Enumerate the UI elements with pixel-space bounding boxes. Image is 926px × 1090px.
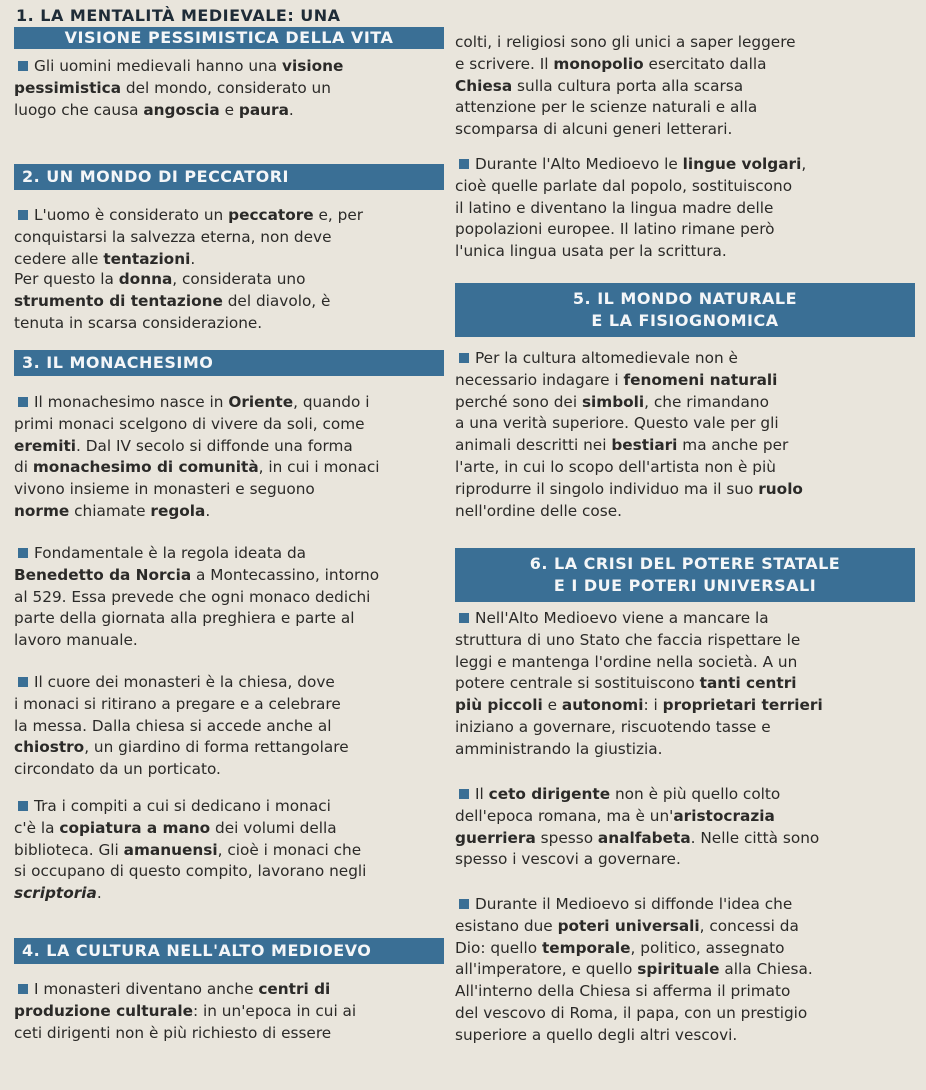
section-2-paragraph-1 xyxy=(14,205,444,270)
text: Per la cultura altomedievale non è xyxy=(475,349,738,367)
text: amministrando la giustizia. xyxy=(455,739,663,758)
text: animali descritti nei xyxy=(455,436,612,455)
section-6-paragraph-2 xyxy=(455,784,915,871)
text: . xyxy=(205,501,211,520)
text: I monasteri diventano anche xyxy=(34,980,259,998)
text: l'unica lingua usata per la scrittura. xyxy=(455,242,727,261)
text-bold: fenomeni naturali xyxy=(623,370,778,389)
text: all'imperatore, e quello xyxy=(455,960,638,979)
section-1-title-line1: 1. LA MENTALITÀ MEDIEVALE: UNA xyxy=(16,6,341,25)
text: popolazioni europee. Il latino rimane però xyxy=(455,220,775,239)
section-5-title-line1: 5. IL MONDO NATURALE xyxy=(572,289,798,308)
text: e, per xyxy=(313,206,364,224)
text-bold: eremiti xyxy=(14,436,77,455)
text: : i xyxy=(643,696,663,715)
text: Il cuore dei monasteri è la chiesa, dove xyxy=(34,673,335,691)
text: esistano due xyxy=(455,916,558,935)
text: conquistarsi la salvezza eterna, non deve xyxy=(14,227,332,246)
text: dell'epoca romana, ma è un' xyxy=(455,806,674,825)
text-bold: tanti centri xyxy=(699,674,797,693)
text: primi monaci scelgono di vivere da soli, come xyxy=(14,414,365,433)
bullet-square-icon xyxy=(18,984,28,994)
text: a una verità superiore. Questo vale per gli xyxy=(455,414,779,433)
section-1-paragraph xyxy=(14,56,444,121)
section-4-paragraph-1 xyxy=(14,979,444,1044)
text: Il monachesimo nasce in xyxy=(34,393,229,411)
text-bold: amanuensi xyxy=(123,840,218,859)
text: esercitato dalla xyxy=(643,54,767,73)
bullet-square-icon xyxy=(18,677,28,687)
text: la messa. Dalla chiesa si accede anche al xyxy=(14,716,332,735)
text: cedere alle xyxy=(14,249,104,268)
text: potere centrale si sostituiscono xyxy=(455,674,700,693)
text: del mondo, considerato un xyxy=(121,78,331,97)
text: L'uomo è considerato un xyxy=(34,206,229,224)
bullet-square-icon xyxy=(459,159,469,169)
section-1-title-band xyxy=(14,27,444,49)
text: necessario indagare i xyxy=(455,370,624,389)
text: : in un'epoca in cui ai xyxy=(192,1001,357,1020)
text-bold: Chiesa xyxy=(455,76,513,95)
text: chiamate xyxy=(69,501,151,520)
text: dei volumi della xyxy=(210,818,337,837)
section-2-title-text: 2. UN MONDO DI PECCATORI xyxy=(22,167,289,186)
text: alla Chiesa. xyxy=(719,960,813,979)
text: , cioè i monaci che xyxy=(217,840,362,859)
text: del vescovo di Roma, il papa, con un prestigio xyxy=(455,1003,808,1022)
section-4-title xyxy=(14,938,444,964)
section-1-title-line2: VISIONE PESSIMISTICA DELLA VITA xyxy=(64,28,394,47)
text-bold: centri di xyxy=(258,980,331,998)
text-bold: angoscia xyxy=(143,100,220,119)
text: perché sono dei xyxy=(455,392,582,411)
text: Tra i compiti a cui si dedicano i monaci xyxy=(34,797,331,815)
text: Gli uomini medievali hanno una xyxy=(34,57,283,75)
text: e scrivere. Il xyxy=(455,54,554,73)
text: Il xyxy=(475,785,489,803)
text: , concessi da xyxy=(699,916,799,935)
text: Per questo la xyxy=(14,270,119,288)
text: tenuta in scarsa considerazione. xyxy=(14,313,263,332)
text: , quando i xyxy=(293,393,370,411)
text-bold: poteri universali xyxy=(557,916,700,935)
bullet-square-icon xyxy=(459,899,469,909)
text: , considerata uno xyxy=(172,270,306,288)
text-bold: simboli xyxy=(581,392,645,411)
section-1-title xyxy=(16,6,341,26)
text-bold-italic: scriptoria xyxy=(14,884,97,903)
text-bold: donna xyxy=(118,270,173,288)
text-bold: analfabeta xyxy=(597,828,691,847)
text: spesso xyxy=(535,828,598,847)
text: Dio: quello xyxy=(455,938,542,957)
section-3-paragraph-3 xyxy=(14,672,444,781)
text: . xyxy=(190,249,196,268)
section-6-paragraph-3 xyxy=(455,894,915,1047)
text: riprodurre il singolo individuo ma il suo xyxy=(455,479,759,498)
text: e xyxy=(219,100,239,119)
text: . Nelle città sono xyxy=(690,828,820,847)
section-3-title-text: 3. IL MONACHESIMO xyxy=(22,353,214,372)
text-bold: produzione culturale xyxy=(14,1001,193,1020)
text: , in cui i monaci xyxy=(258,458,380,477)
text: a Montecassino, intorno xyxy=(191,565,380,584)
text: i monaci si ritirano a pregare e a celebrare xyxy=(14,694,341,713)
section-3-title xyxy=(14,350,444,376)
text-bold: autonomi xyxy=(561,696,644,715)
text-bold: temporale xyxy=(541,938,631,957)
text-bold: tentazioni xyxy=(103,249,191,268)
text-bold: monachesimo di comunità xyxy=(32,458,259,477)
text: struttura di uno Stato che faccia rispettare le xyxy=(455,630,801,649)
section-2-title xyxy=(14,164,444,190)
text-bold: regola xyxy=(150,501,206,520)
text-bold: guerriera xyxy=(455,828,536,847)
text: . xyxy=(96,884,102,903)
text-bold: pessimistica xyxy=(14,78,122,97)
text: , politico, assegnato xyxy=(630,938,785,957)
text: . xyxy=(288,100,294,119)
text: circondato da un porticato. xyxy=(14,760,221,779)
bullet-square-icon xyxy=(18,61,28,71)
text-bold: ceto dirigente xyxy=(488,785,611,803)
text: , xyxy=(801,155,807,173)
section-2-paragraph-2 xyxy=(14,269,444,334)
text-bold: peccatore xyxy=(228,206,314,224)
text: al 529. Essa prevede che ogni monaco dedichi xyxy=(14,587,371,606)
section-3-paragraph-2 xyxy=(14,543,444,652)
text-bold: copiatura a mano xyxy=(59,818,211,837)
text-bold: lingue volgari xyxy=(682,155,802,173)
text-bold: paura xyxy=(238,100,289,119)
text: biblioteca. Gli xyxy=(14,840,124,859)
text-bold: norme xyxy=(14,501,70,520)
text: non è più quello colto xyxy=(610,785,781,803)
text-bold: proprietari terrieri xyxy=(662,696,823,715)
text: colti, i religiosi sono gli unici a saper leggere xyxy=(455,33,796,51)
text: , che rimandano xyxy=(644,392,769,411)
text-bold: Oriente xyxy=(228,393,294,411)
text: di xyxy=(14,458,33,477)
text: scomparsa di alcuni generi letterari. xyxy=(455,120,733,139)
text: sulla cultura porta alla scarsa xyxy=(512,76,744,95)
section-6-title xyxy=(455,548,915,602)
text: ceti dirigenti non è più richiesto di essere xyxy=(14,1023,332,1042)
section-3-paragraph-4 xyxy=(14,796,444,905)
text-bold: bestiari xyxy=(611,436,678,455)
text: del diavolo, è xyxy=(222,291,331,310)
text-bold: più piccoli xyxy=(455,696,543,715)
text: superiore a quello degli altri vescovi. xyxy=(455,1025,738,1044)
text: spesso i vescovi a governare. xyxy=(455,850,681,869)
text: . Dal IV secolo si diffonde una forma xyxy=(76,436,353,455)
text-bold: strumento di tentazione xyxy=(14,291,223,310)
text: luogo che causa xyxy=(14,100,144,119)
text-bold: ruolo xyxy=(758,479,803,498)
text: c'è la xyxy=(14,818,60,837)
text: ma anche per xyxy=(677,436,789,455)
text-bold: visione xyxy=(282,57,344,75)
text: e xyxy=(542,696,562,715)
bullet-square-icon xyxy=(459,353,469,363)
section-4-title-text: 4. LA CULTURA NELL'ALTO MEDIOEVO xyxy=(22,941,372,960)
text: Nell'Alto Medioevo viene a mancare la xyxy=(475,609,769,627)
text-bold: spirituale xyxy=(637,960,720,979)
text-bold: chiostro xyxy=(14,738,85,757)
text: Durante il Medioevo si diffonde l'idea che xyxy=(475,895,793,913)
text: vivono insieme in monasteri e seguono xyxy=(14,480,315,499)
text: , un giardino di forma rettangolare xyxy=(84,738,349,757)
section-5-title-line2: E LA FISIOGNOMICA xyxy=(591,311,779,330)
text: Fondamentale è la regola ideata da xyxy=(34,544,307,562)
section-6-paragraph-1 xyxy=(455,608,915,761)
bullet-square-icon xyxy=(18,548,28,558)
text: Durante l'Alto Medioevo le xyxy=(475,155,683,173)
section-6-title-line2: E I DUE POTERI UNIVERSALI xyxy=(553,576,817,595)
bullet-square-icon xyxy=(459,613,469,623)
section-5-title xyxy=(455,283,915,337)
text: si occupano di questo compito, lavorano negli xyxy=(14,862,367,881)
bullet-square-icon xyxy=(459,789,469,799)
section-4-paragraph-2 xyxy=(455,154,915,263)
section-5-paragraph xyxy=(455,348,915,522)
section-6-title-line1: 6. LA CRISI DEL POTERE STATALE xyxy=(529,554,841,573)
bullet-square-icon xyxy=(18,801,28,811)
text: lavoro manuale. xyxy=(14,631,138,650)
bullet-square-icon xyxy=(18,397,28,407)
text-bold: Benedetto da Norcia xyxy=(14,565,192,584)
text: iniziano a governare, riscuotendo tasse e xyxy=(455,717,771,736)
text: parte della giornata alla preghiera e parte al xyxy=(14,609,355,628)
text: attenzione per le scienze naturali e alla xyxy=(455,98,758,117)
text-bold: aristocrazia xyxy=(673,806,775,825)
text: il latino e diventano la lingua madre delle xyxy=(455,198,774,217)
text: All'interno della Chiesa si afferma il primato xyxy=(455,982,791,1001)
text: cioè quelle parlate dal popolo, sostituiscono xyxy=(455,176,793,195)
text: leggi e mantenga l'ordine nella società. A un xyxy=(455,652,798,671)
text: l'arte, in cui lo scopo dell'artista non è più xyxy=(455,457,776,476)
bullet-square-icon xyxy=(18,210,28,220)
text: nell'ordine delle cose. xyxy=(455,501,623,520)
text-bold: monopolio xyxy=(553,54,644,73)
section-4-paragraph-1-continued xyxy=(455,32,915,141)
section-3-paragraph-1 xyxy=(14,392,444,523)
